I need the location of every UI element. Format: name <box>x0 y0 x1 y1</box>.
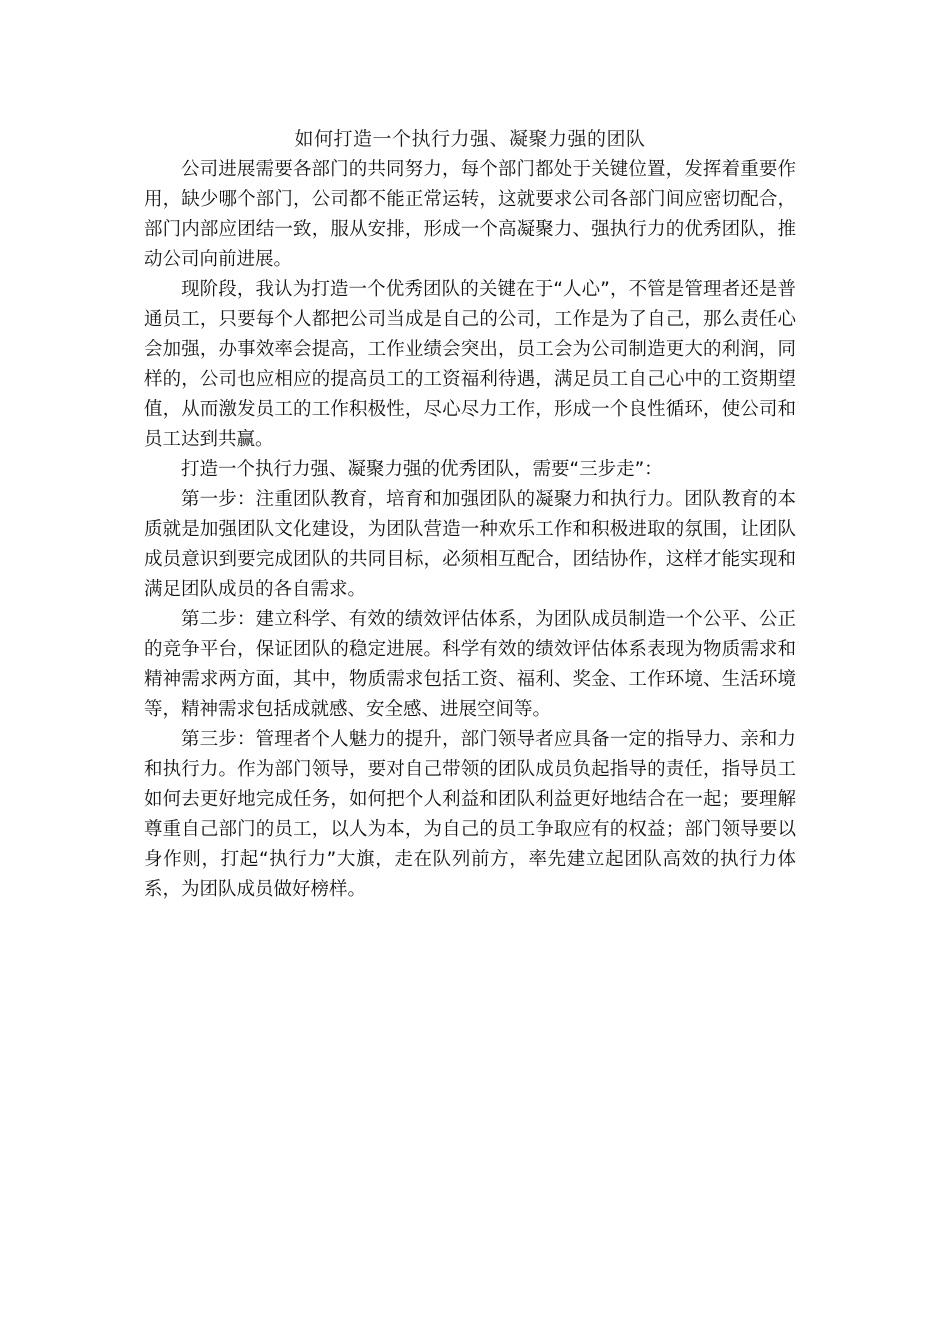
paragraph-key-point: 现阶段，我认为打造一个优秀团队的关键在于“人心”，不管是管理者还是普通员工，只要每个人都把公司当成是自己的公司，工作是为了自己，那么责任心会加强，办事效率会提高，工作业绩会突出，员工会为公司制造更大的利润，同样的，公司也应相应的提高员工的工资福利待遇，满足员工自己心中的工资期望值，从而激发员工的工作积极性，尽心尽力工作，形成一个良性循环，使公司和员工达到共赢。 <box>144 279 796 450</box>
paragraph-intro: 公司进展需要各部门的共同努力，每个部门都处于关键位置，发挥着重要作用，缺少哪个部门，公司都不能正常运转，这就要求公司各部门间应密切配合，部门内部应团结一致，服从安排，形成一个高凝聚力、强执行力的优秀团队，推动公司向前进展。 <box>144 159 796 270</box>
paragraph-step-one: 第一步：注重团队教育，培育和加强团队的凝聚力和执行力。团队教育的本质就是加强团队文化建设，为团队营造一种欢乐工作和积极进取的氛围，让团队成员意识到要完成团队的共同目标，必须相互配合，团结协作，这样才能实现和满足团队成员的各自需求。 <box>144 489 796 600</box>
paragraph-step-two: 第二步：建立科学、有效的绩效评估体系，为团队成员制造一个公平、公正的竞争平台，保证团队的稳定进展。科学有效的绩效评估体系表现为物质需求和精神需求两方面，其中，物质需求包括工资、福利、奖金、工作环境、生活环境等，精神需求包括成就感、安全感、进展空间等。 <box>144 609 796 720</box>
document-body <box>144 123 796 905</box>
paragraph-step-three: 第三步：管理者个人魅力的提升，部门领导者应具备一定的指导力、亲和力和执行力。作为部门领导，要对自己带领的团队成员负起指导的责任，指导员工如何去更好地完成任务，如何把个人利益和团队利益更好地结合在一起；要理解尊重自己部门的员工，以人为本，为自己的员工争取应有的权益；部门领导要以身作则，打起“执行力”大旗，走在队列前方，率先建立起团队高效的执行力体系，为团队成员做好榜样。 <box>144 729 796 900</box>
document-title: 如何打造一个执行力强、凝聚力强的团队 <box>294 128 646 150</box>
paragraph-three-steps-lead: 打造一个执行力强、凝聚力强的优秀团队，需要“三步走”： <box>181 459 663 480</box>
